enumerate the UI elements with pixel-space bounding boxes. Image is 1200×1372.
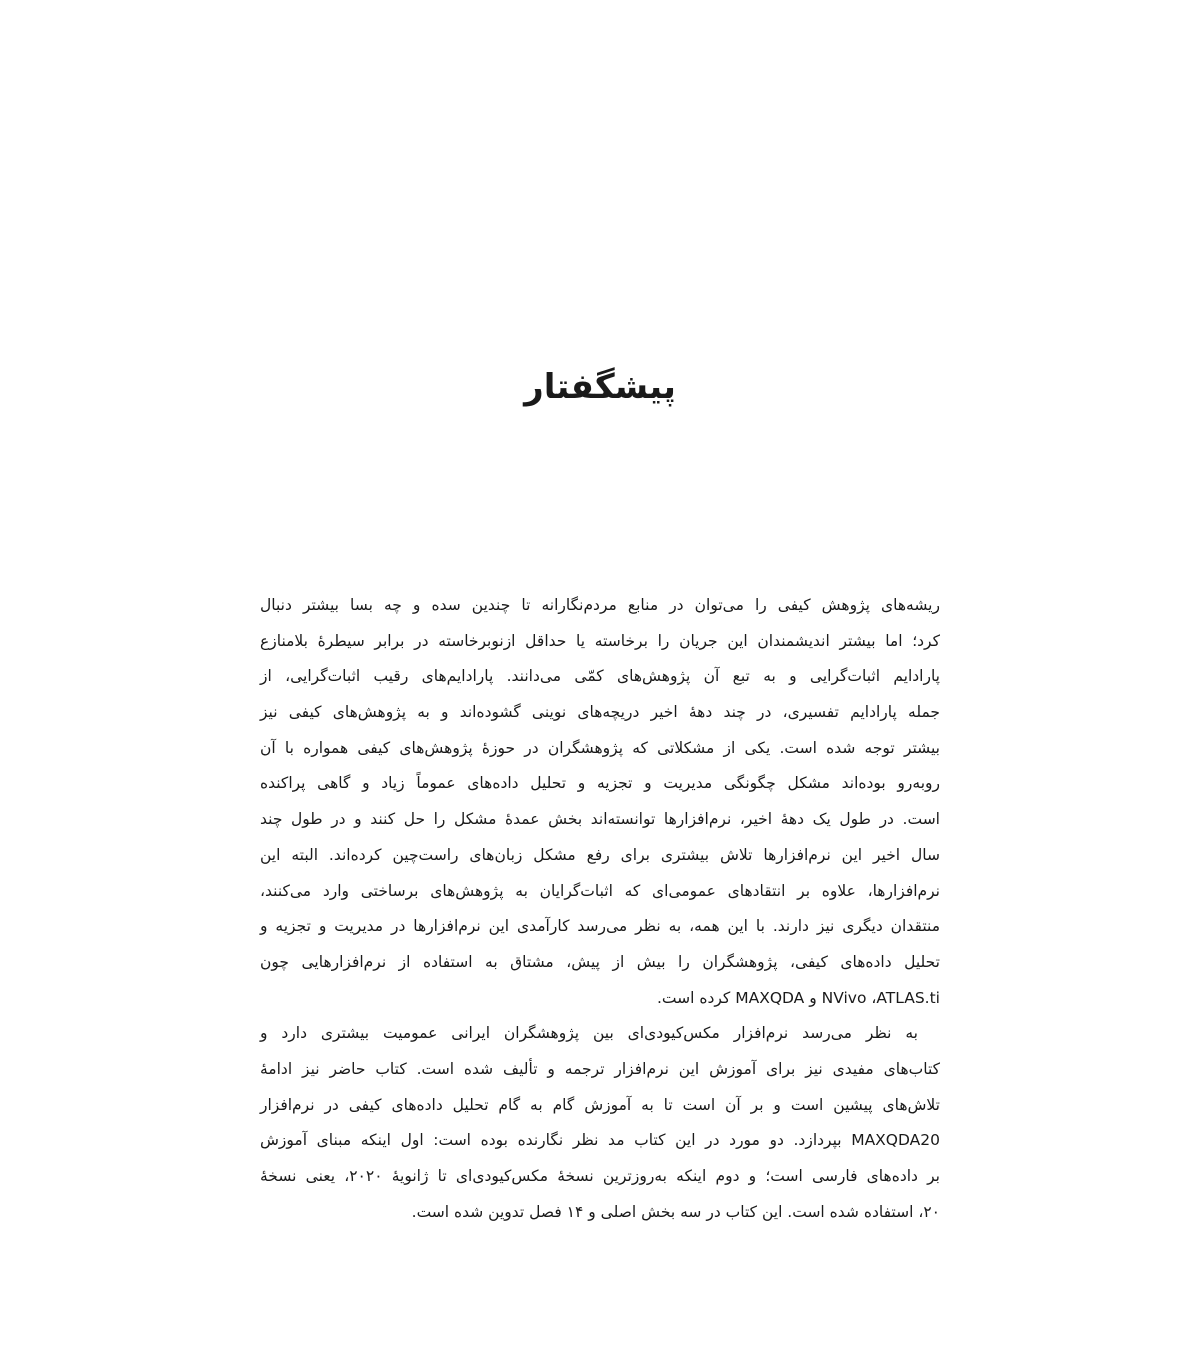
text-line: کرد؛ اما بیشتر اندیشمندان این جریان را برخاسته یا حداقل ازنوبرخاسته در برابر سیطرهٔ بلامنازع — [260, 631, 940, 650]
text-line: ۲۰، استفاده شده است. این کتاب در سه بخش اصلی و ۱۴ فصل تدوین شده است. — [411, 1202, 940, 1221]
text-line: پارادایم اثبات‌گرایی و به تبع آن پژوهش‌های کمّی می‌دانند. پارادایم‌های رقیب اثبات‌گرایی، از — [260, 667, 940, 686]
text-line: سال اخیر این نرم‌افزارها تلاش بیشتری برای رفع مشکل زبان‌های راست‌چین کرده‌اند. البته این — [260, 845, 940, 864]
body-text — [260, 588, 940, 1230]
text-line: است. در طول یک دههٔ اخیر، نرم‌افزارها توانسته‌اند بخش عمدهٔ مشکل را حل کنند و در طول چند — [260, 810, 940, 829]
text-line: جمله پارادایم تفسیری، در چند دههٔ اخیر دریچه‌های نوینی گشوده‌اند و به پژوهش‌های کیفی نیز — [260, 703, 940, 722]
text-line: MAXQDA20 بپردازد. دو مورد در این کتاب مد نظر نگارنده بوده است: اول اینکه مبنای آموزش — [260, 1131, 940, 1150]
text-line: بر داده‌های فارسی است؛ و دوم اینکه به‌روزترین نسخهٔ مکس‌کیودی‌ای تا ژانویهٔ ۲۰۲۰، یعنی نسخهٔ — [260, 1167, 940, 1185]
page-title: پیشگفتار — [524, 367, 676, 407]
text-line: کتاب‌های مفیدی نیز برای آموزش این نرم‌افزار ترجمه و تألیف شده است. کتاب حاضر نیز ادامهٔ — [260, 1059, 940, 1078]
text-line: به نظر می‌رسد نرم‌افزار مکس‌کیودی‌ای بین پژوهشگران ایرانی عمومیت بیشتری دارد و — [260, 1024, 918, 1043]
paragraph-1 — [260, 588, 940, 1016]
text-line: ریشه‌های پژوهش کیفی را می‌توان در منابع مردم‌نگارانه تا چندین سده و چه بسا بیشتر دنبال — [260, 596, 940, 614]
text-line: تحلیل داده‌های کیفی، پژوهشگران را بیش از پیش، مشتاق به استفاده از نرم‌افزارهایی چون — [260, 952, 940, 971]
text-line: NVivo ،ATLAS.ti و MAXQDA کرده است. — [656, 988, 940, 1007]
text-line: روبه‌رو بوده‌اند مشکل چگونگی مدیریت و تجزیه و تحلیل داده‌های عموماً زیاد و گاهی پراکنده — [260, 774, 940, 793]
paragraph-2 — [260, 1016, 940, 1230]
text-line: تلاش‌های پیشین است و بر آن است تا به آموزش گام به گام تحلیل داده‌های کیفی در نرم‌افزار — [260, 1095, 940, 1114]
text-line: نرم‌افزارها، علاوه بر انتقادهای عمومی‌ای که اثبات‌گرایان به پژوهش‌های برساختی وارد می‌کنند، — [260, 881, 940, 900]
text-line: منتقدان دیگری نیز دارند. با این همه، به نظر می‌رسد کارآمدی این نرم‌افزارها در مدیریت و تجزیه و — [260, 917, 940, 936]
text-line: بیشتر توجه شده است. یکی از مشکلاتی که پژوهشگران در حوزهٔ پژوهش‌های کیفی همواره با آن — [260, 738, 940, 757]
